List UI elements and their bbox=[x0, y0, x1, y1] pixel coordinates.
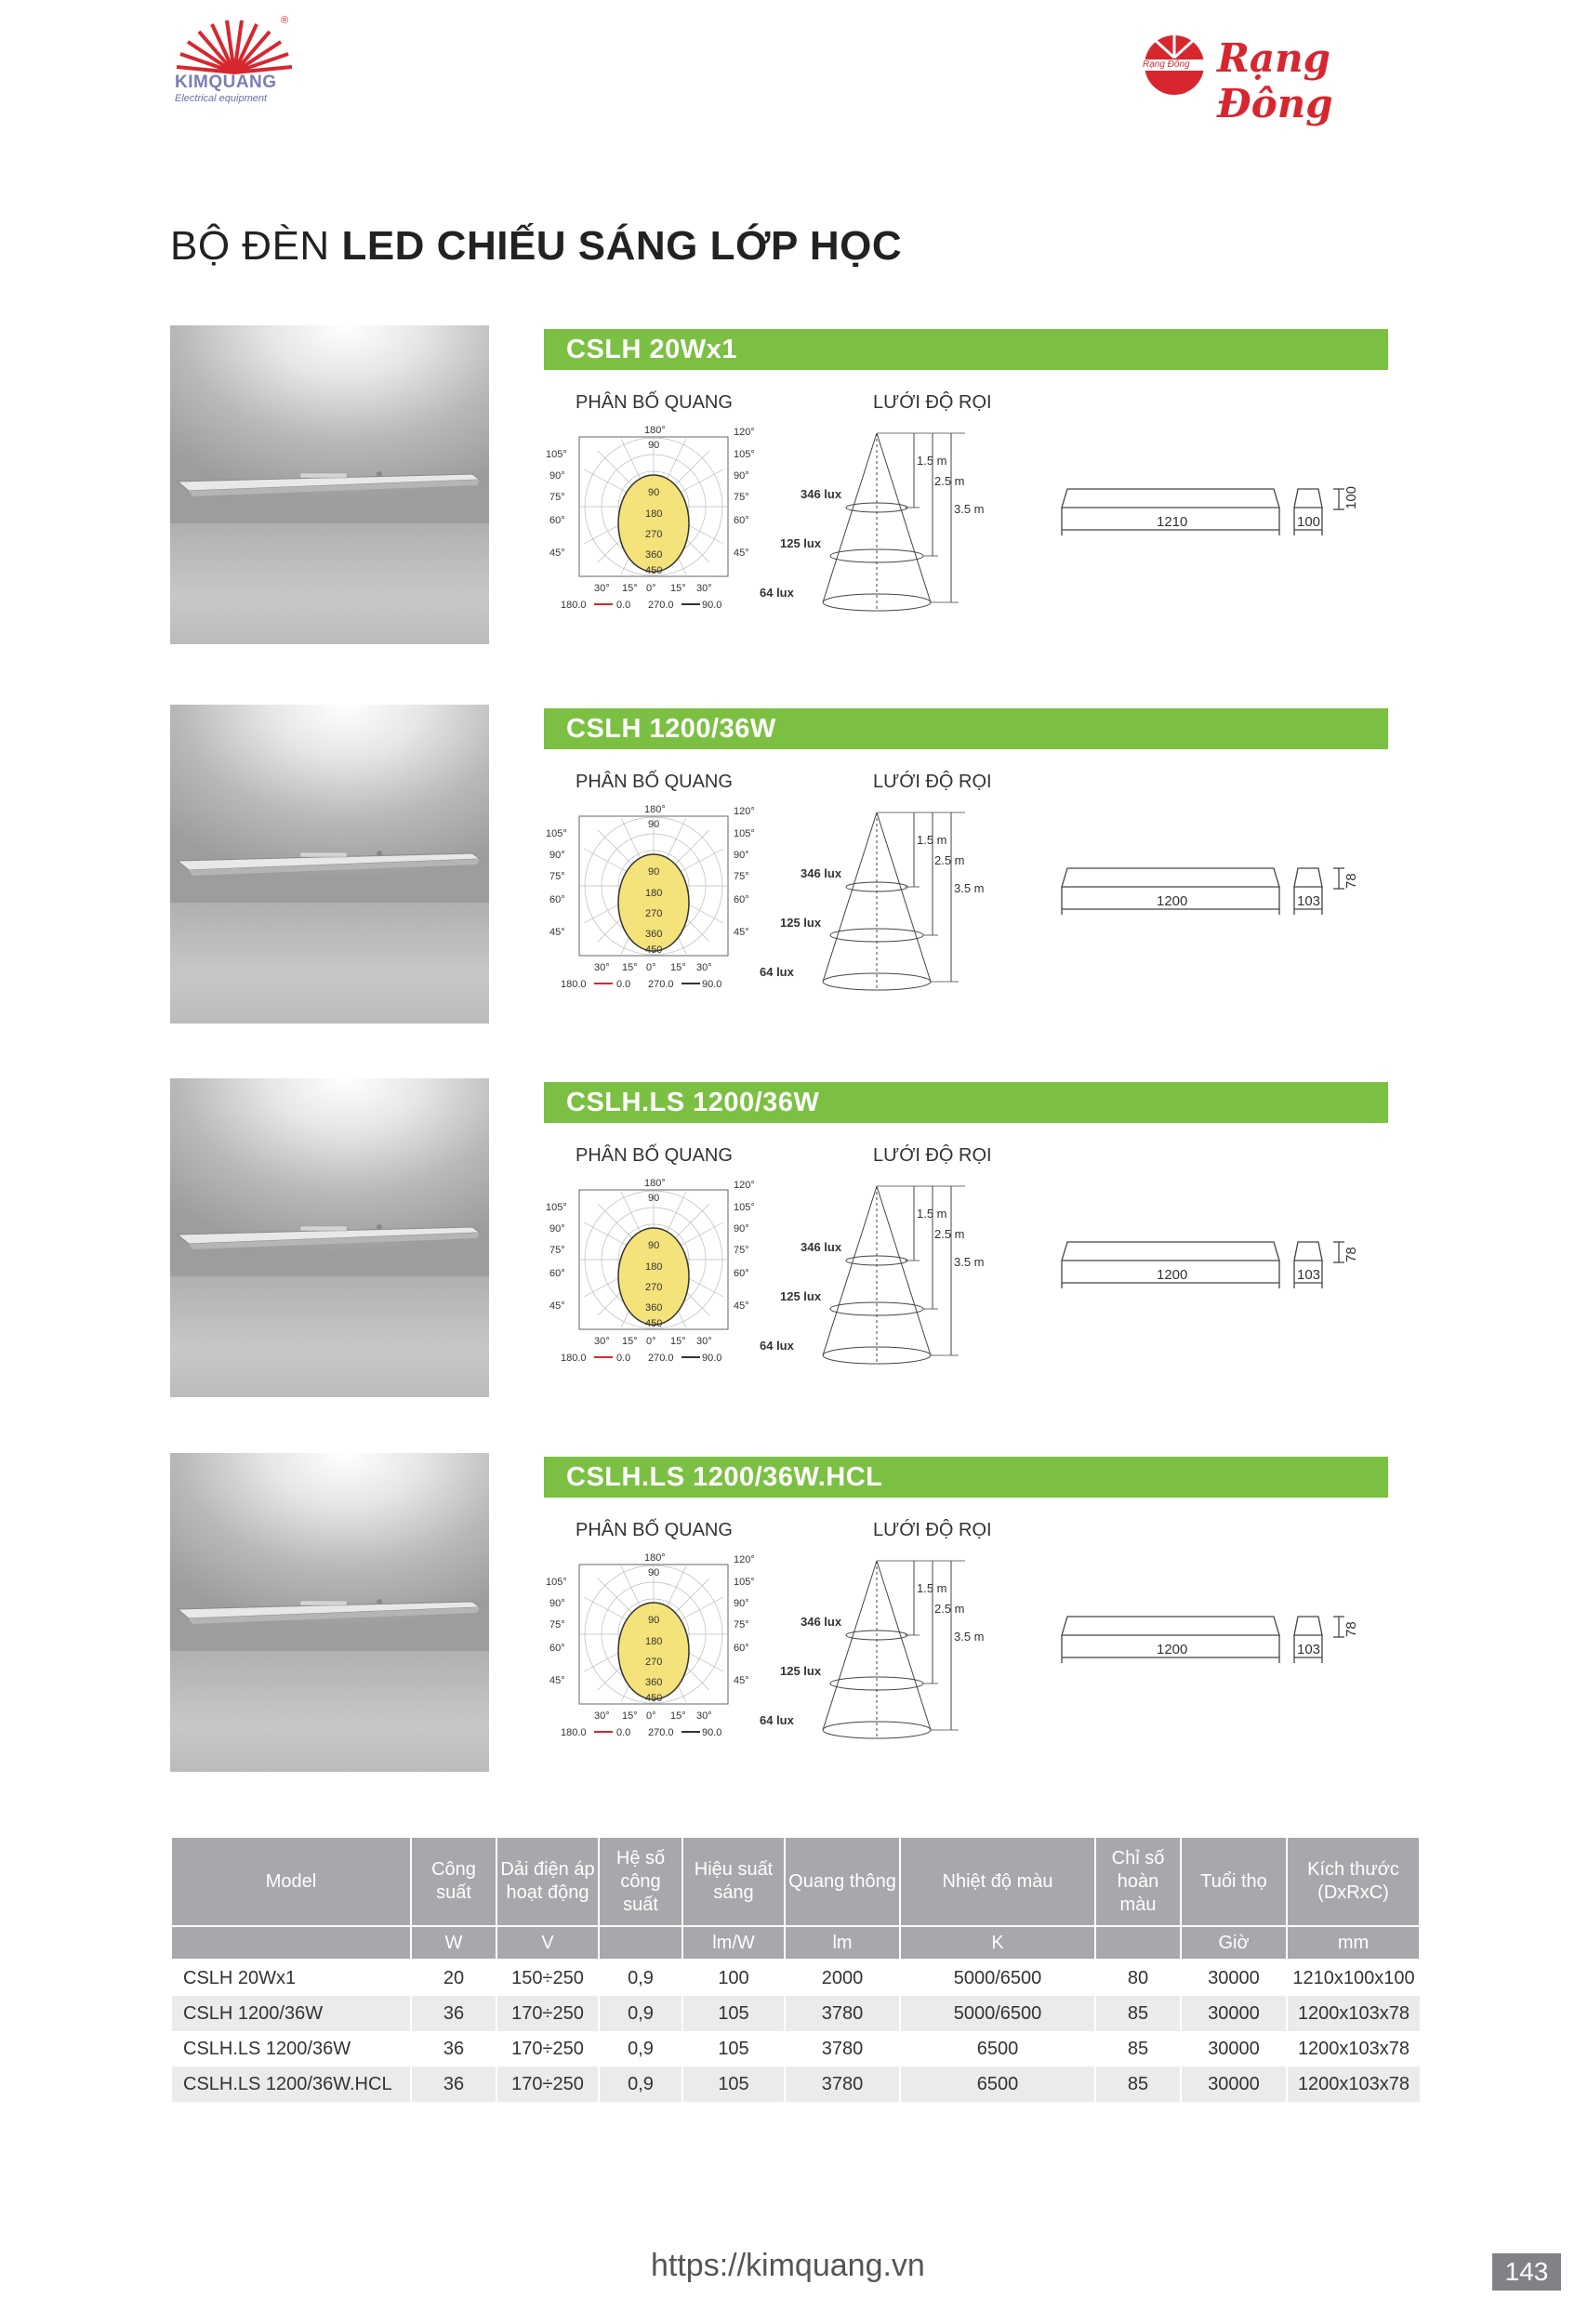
angle-label: 75° bbox=[734, 492, 749, 503]
lux-label: 64 lux bbox=[760, 1713, 794, 1727]
legend-label: 90.0 bbox=[702, 1727, 722, 1738]
distance-label: 3.5 m bbox=[954, 1630, 985, 1644]
table-cell: 85 bbox=[1095, 2067, 1181, 2102]
model-cell: CSLH.LS 1200/36W bbox=[171, 2031, 411, 2067]
product-name-bar bbox=[544, 708, 1388, 749]
table-cell: 0,9 bbox=[599, 1960, 682, 1996]
lux-label: 64 lux bbox=[760, 1339, 794, 1353]
length-dim: 1200 bbox=[1157, 1642, 1188, 1657]
length-dim: 1200 bbox=[1157, 893, 1188, 909]
angle-label: 0° bbox=[646, 583, 656, 594]
angle-label: 15° bbox=[670, 1336, 686, 1347]
rangdong-logo bbox=[1139, 28, 1418, 126]
title-light: BỘ ĐÈN bbox=[170, 223, 330, 269]
table-cell: 170÷250 bbox=[496, 2031, 599, 2067]
table-cell: 36 bbox=[411, 2031, 496, 2067]
table-cell: 36 bbox=[411, 2067, 496, 2102]
website-url[interactable]: https://kimquang.vn bbox=[651, 2248, 925, 2283]
legend-label: 180.0 bbox=[561, 600, 587, 611]
table-cell: 5000/6500 bbox=[900, 1996, 1095, 2031]
lux-label: 125 lux bbox=[780, 536, 822, 550]
angle-label: 90° bbox=[734, 850, 749, 861]
table-cell: 3780 bbox=[785, 2067, 900, 2102]
polar-distribution-diagram bbox=[542, 1179, 774, 1374]
unit-cell bbox=[1095, 1926, 1181, 1960]
angle-label: 30° bbox=[594, 962, 610, 973]
angle-label: 60° bbox=[734, 1268, 749, 1279]
ring-label: 360 bbox=[645, 1302, 663, 1314]
width-dim: 103 bbox=[1297, 1267, 1321, 1283]
lux-label: 346 lux bbox=[801, 487, 842, 501]
height-dim: 100 bbox=[1343, 485, 1359, 509]
polar-top-label: 180° bbox=[644, 425, 666, 436]
angle-label: 45° bbox=[734, 1301, 749, 1312]
legend-label: 270.0 bbox=[648, 600, 674, 611]
height-dim: 78 bbox=[1343, 873, 1359, 889]
legend-label: 180.0 bbox=[561, 1353, 587, 1364]
angle-label: 90° bbox=[734, 1598, 749, 1609]
col-header: Dải điện áp hoạt động bbox=[496, 1837, 599, 1926]
ring-label: 180 bbox=[645, 888, 663, 899]
product-name: CSLH.LS 1200/36W.HCL bbox=[566, 1462, 883, 1492]
polar-top-label: 180° bbox=[644, 1178, 666, 1189]
angle-label: 75° bbox=[549, 492, 565, 503]
ring-label: 90 bbox=[648, 440, 660, 451]
product-name: CSLH 1200/36W bbox=[566, 714, 776, 744]
distance-label: 1.5 m bbox=[917, 454, 947, 468]
angle-label: 30° bbox=[696, 1336, 712, 1347]
col-header: Nhiệt độ màu bbox=[900, 1837, 1095, 1926]
distance-label: 3.5 m bbox=[954, 881, 985, 895]
table-cell: 105 bbox=[682, 2031, 785, 2067]
legend-label: 0.0 bbox=[616, 600, 631, 611]
lux-label: 125 lux bbox=[780, 1664, 822, 1678]
ring-label: 90 bbox=[648, 487, 660, 498]
ring-label: 360 bbox=[645, 1677, 663, 1688]
angle-label: 90° bbox=[549, 1598, 565, 1609]
table-cell: 170÷250 bbox=[496, 2067, 599, 2102]
table-cell: 0,9 bbox=[599, 2067, 682, 2102]
length-dim: 1210 bbox=[1157, 514, 1188, 530]
angle-label: 45° bbox=[734, 927, 749, 938]
legend-label: 180.0 bbox=[561, 979, 587, 990]
lux-label: 64 lux bbox=[760, 586, 794, 600]
table-cell: 1200x103x78 bbox=[1287, 1996, 1420, 2031]
table-cell: 2000 bbox=[785, 1960, 900, 1996]
angle-label: 120° bbox=[734, 427, 755, 438]
illuminance-grid-label: LƯỚI ĐỘ RỌI bbox=[873, 392, 992, 413]
distance-label: 2.5 m bbox=[934, 853, 965, 867]
col-header: Hệ số công suất bbox=[599, 1837, 682, 1926]
angle-label: 105° bbox=[546, 1202, 567, 1213]
angle-label: 45° bbox=[734, 1675, 749, 1686]
table-row bbox=[171, 2067, 1420, 2102]
angle-label: 15° bbox=[622, 962, 638, 973]
rangdong-name: Rạng Đông bbox=[1217, 35, 1333, 126]
legend-label: 270.0 bbox=[648, 1353, 674, 1364]
page-number: 143 bbox=[1492, 2253, 1561, 2291]
angle-label: 45° bbox=[734, 548, 749, 559]
ring-label: 90 bbox=[648, 1240, 660, 1251]
table-cell: 36 bbox=[411, 1996, 496, 2031]
angle-label: 45° bbox=[549, 1675, 565, 1686]
angle-label: 105° bbox=[546, 449, 567, 460]
ring-label: 180 bbox=[645, 508, 663, 520]
table-cell: 105 bbox=[682, 2067, 785, 2102]
length-dim: 1200 bbox=[1157, 1267, 1188, 1283]
illuminance-grid-label: LƯỚI ĐỘ RỌI bbox=[873, 1145, 992, 1166]
unit-cell: Giờ bbox=[1181, 1926, 1287, 1960]
table-cell: 5000/6500 bbox=[900, 1960, 1095, 1996]
kimquang-logo bbox=[167, 15, 316, 107]
unit-cell: mm bbox=[1287, 1926, 1420, 1960]
polar-top-label: 180° bbox=[644, 1552, 666, 1564]
table-unit-row bbox=[171, 1926, 1420, 1960]
col-header: Tuổi thọ bbox=[1181, 1837, 1287, 1926]
table-cell: 100 bbox=[682, 1960, 785, 1996]
lux-label: 125 lux bbox=[780, 1289, 822, 1303]
polar-top-label: 180° bbox=[644, 804, 666, 815]
angle-label: 120° bbox=[734, 1554, 755, 1565]
dimension-drawing bbox=[1058, 1236, 1374, 1301]
angle-label: 105° bbox=[734, 828, 755, 839]
angle-label: 105° bbox=[734, 1202, 755, 1213]
angle-label: 15° bbox=[622, 1336, 638, 1347]
col-header: Quang thông bbox=[785, 1837, 900, 1926]
table-row bbox=[171, 2031, 1420, 2067]
angle-label: 30° bbox=[696, 583, 712, 594]
distance-label: 1.5 m bbox=[917, 833, 947, 847]
angle-label: 60° bbox=[734, 1643, 749, 1654]
angle-label: 90° bbox=[734, 470, 749, 482]
angle-label: 30° bbox=[594, 1336, 610, 1347]
table-cell: 85 bbox=[1095, 1996, 1181, 2031]
legend-label: 90.0 bbox=[702, 600, 722, 611]
unit-cell: V bbox=[496, 1926, 599, 1960]
spec-table bbox=[170, 1836, 1421, 2102]
table-cell: 30000 bbox=[1181, 1960, 1287, 1996]
legend-label: 0.0 bbox=[616, 1353, 631, 1364]
angle-label: 105° bbox=[546, 1577, 567, 1588]
model-cell: CSLH 1200/36W bbox=[171, 1996, 411, 2031]
table-cell: 1210x100x100 bbox=[1287, 1960, 1420, 1996]
angle-label: 15° bbox=[622, 1710, 638, 1722]
product-section-1 bbox=[170, 325, 1388, 646]
angle-label: 15° bbox=[670, 962, 686, 973]
product-section-4 bbox=[170, 1453, 1388, 1774]
table-cell: 1200x103x78 bbox=[1287, 2031, 1420, 2067]
angle-label: 30° bbox=[594, 1710, 610, 1722]
dimension-drawing bbox=[1058, 483, 1374, 548]
product-photo bbox=[170, 1453, 489, 1772]
angle-label: 60° bbox=[549, 894, 565, 905]
illuminance-cone-diagram bbox=[760, 807, 1016, 1002]
angle-label: 45° bbox=[549, 927, 565, 938]
angle-label: 0° bbox=[646, 962, 656, 973]
angle-label: 75° bbox=[734, 871, 749, 882]
ring-label: 360 bbox=[645, 929, 663, 940]
angle-label: 30° bbox=[696, 1710, 712, 1722]
polar-distribution-diagram bbox=[542, 1553, 774, 1749]
legend-label: 270.0 bbox=[648, 979, 674, 990]
ring-label: 90 bbox=[648, 866, 660, 878]
product-name-bar bbox=[544, 1457, 1388, 1498]
sunburst-icon bbox=[167, 19, 316, 74]
ring-label: 90 bbox=[648, 819, 660, 830]
illuminance-grid-label: LƯỚI ĐỘ RỌI bbox=[873, 1520, 992, 1540]
table-cell: 150÷250 bbox=[496, 1960, 599, 1996]
angle-label: 75° bbox=[734, 1619, 749, 1631]
ring-label: 180 bbox=[645, 1261, 663, 1273]
unit-cell bbox=[171, 1926, 411, 1960]
kimquang-name: KIMQUANG bbox=[175, 73, 277, 92]
lux-label: 125 lux bbox=[780, 916, 822, 930]
angle-label: 0° bbox=[646, 1336, 656, 1347]
light-distribution-label: PHÂN BỐ QUANG bbox=[576, 1145, 733, 1166]
table-cell: 105 bbox=[682, 1996, 785, 2031]
lux-label: 346 lux bbox=[801, 866, 842, 880]
ring-label: 270 bbox=[645, 529, 663, 540]
legend-label: 270.0 bbox=[648, 1727, 674, 1738]
unit-cell bbox=[599, 1926, 682, 1960]
angle-label: 60° bbox=[549, 515, 565, 526]
angle-label: 15° bbox=[670, 583, 686, 594]
distance-label: 1.5 m bbox=[917, 1207, 947, 1221]
page-title bbox=[170, 223, 902, 270]
table-cell: 3780 bbox=[785, 1996, 900, 2031]
distance-label: 3.5 m bbox=[954, 1255, 985, 1269]
table-cell: 6500 bbox=[900, 2031, 1095, 2067]
polar-distribution-diagram bbox=[542, 426, 774, 621]
angle-label: 120° bbox=[734, 806, 755, 817]
dimension-drawing bbox=[1058, 863, 1374, 928]
angle-label: 45° bbox=[549, 548, 565, 559]
table-cell: 6500 bbox=[900, 2067, 1095, 2102]
illuminance-cone-diagram bbox=[760, 1181, 1016, 1376]
angle-label: 120° bbox=[734, 1180, 755, 1191]
product-name-bar bbox=[544, 329, 1388, 370]
registered-mark: ® bbox=[281, 15, 289, 26]
table-cell: 30000 bbox=[1181, 1996, 1287, 2031]
light-distribution-label: PHÂN BỐ QUANG bbox=[576, 772, 733, 792]
illuminance-cone-diagram bbox=[760, 428, 1016, 623]
angle-label: 105° bbox=[734, 449, 755, 460]
width-dim: 103 bbox=[1297, 893, 1321, 909]
ring-label: 450 bbox=[645, 944, 663, 956]
angle-label: 75° bbox=[549, 871, 565, 882]
ring-label: 90 bbox=[648, 1615, 660, 1626]
legend-label: 0.0 bbox=[616, 979, 631, 990]
width-dim: 103 bbox=[1297, 1642, 1321, 1657]
table-cell: 0,9 bbox=[599, 1996, 682, 2031]
height-dim: 78 bbox=[1343, 1621, 1359, 1637]
legend-label: 0.0 bbox=[616, 1727, 631, 1738]
angle-label: 60° bbox=[549, 1268, 565, 1279]
table-cell: 85 bbox=[1095, 2031, 1181, 2067]
ring-label: 450 bbox=[645, 1693, 663, 1704]
ring-label: 270 bbox=[645, 1282, 663, 1293]
ring-label: 270 bbox=[645, 908, 663, 919]
angle-label: 15° bbox=[622, 583, 638, 594]
angle-label: 75° bbox=[549, 1619, 565, 1631]
table-cell: 170÷250 bbox=[496, 1996, 599, 2031]
table-header-row bbox=[171, 1837, 1420, 1926]
table-cell: 30000 bbox=[1181, 2031, 1287, 2067]
light-distribution-label: PHÂN BỐ QUANG bbox=[576, 1520, 733, 1540]
model-cell: CSLH 20Wx1 bbox=[171, 1960, 411, 1996]
table-cell: 30000 bbox=[1181, 2067, 1287, 2102]
distance-label: 3.5 m bbox=[954, 502, 985, 516]
ring-label: 450 bbox=[645, 565, 663, 576]
ring-label: 180 bbox=[645, 1636, 663, 1647]
angle-label: 75° bbox=[734, 1245, 749, 1256]
width-dim: 100 bbox=[1297, 514, 1321, 530]
product-name: CSLH 20Wx1 bbox=[566, 335, 737, 364]
table-cell: 0,9 bbox=[599, 2031, 682, 2067]
ring-label: 450 bbox=[645, 1318, 663, 1329]
angle-label: 60° bbox=[734, 894, 749, 905]
col-header: Model bbox=[171, 1837, 411, 1926]
angle-label: 30° bbox=[594, 583, 610, 594]
product-section-2 bbox=[170, 705, 1388, 1025]
distance-label: 1.5 m bbox=[917, 1581, 947, 1595]
col-header: Kích thước (DxRxC) bbox=[1287, 1837, 1420, 1926]
product-name: CSLH.LS 1200/36W bbox=[566, 1088, 820, 1117]
polar-distribution-diagram bbox=[542, 805, 774, 1000]
table-cell: 1200x103x78 bbox=[1287, 2067, 1420, 2102]
table-row bbox=[171, 1996, 1420, 2031]
col-header: Hiệu suất sáng bbox=[682, 1837, 785, 1926]
angle-label: 105° bbox=[734, 1577, 755, 1588]
angle-label: 45° bbox=[549, 1301, 565, 1312]
lux-label: 346 lux bbox=[801, 1240, 842, 1254]
ring-label: 270 bbox=[645, 1657, 663, 1668]
kimquang-tagline: Electrical equipment bbox=[175, 93, 268, 104]
ring-label: 90 bbox=[648, 1193, 660, 1204]
distance-label: 2.5 m bbox=[934, 1227, 965, 1241]
distance-label: 2.5 m bbox=[934, 474, 965, 488]
product-photo bbox=[170, 1078, 489, 1397]
ring-label: 360 bbox=[645, 549, 663, 561]
col-header: Công suất bbox=[411, 1837, 496, 1926]
illuminance-grid-label: LƯỚI ĐỘ RỌI bbox=[873, 772, 992, 792]
table-cell: 80 bbox=[1095, 1960, 1181, 1996]
table-cell: 20 bbox=[411, 1960, 496, 1996]
dimension-drawing bbox=[1058, 1611, 1374, 1676]
angle-label: 90° bbox=[549, 470, 565, 482]
legend-label: 180.0 bbox=[561, 1727, 587, 1738]
angle-label: 60° bbox=[734, 515, 749, 526]
light-distribution-label: PHÂN BỐ QUANG bbox=[576, 392, 733, 413]
angle-label: 30° bbox=[696, 962, 712, 973]
height-dim: 78 bbox=[1343, 1247, 1359, 1262]
illuminance-cone-diagram bbox=[760, 1555, 1016, 1750]
angle-label: 105° bbox=[546, 828, 567, 839]
ring-label: 90 bbox=[648, 1567, 660, 1578]
lux-label: 64 lux bbox=[760, 965, 794, 979]
angle-label: 90° bbox=[549, 1223, 565, 1235]
product-name-bar bbox=[544, 1082, 1388, 1123]
angle-label: 0° bbox=[646, 1710, 656, 1722]
unit-cell: W bbox=[411, 1926, 496, 1960]
rangdong-badge-text: Rạng Đông bbox=[1143, 59, 1190, 70]
product-section-3 bbox=[170, 1078, 1388, 1399]
angle-label: 15° bbox=[670, 1710, 686, 1722]
unit-cell: lm bbox=[785, 1926, 900, 1960]
legend-label: 90.0 bbox=[702, 979, 722, 990]
legend-label: 90.0 bbox=[702, 1353, 722, 1364]
col-header: Chỉ số hoàn màu bbox=[1095, 1837, 1181, 1926]
table-row bbox=[171, 1960, 1420, 1996]
product-photo bbox=[170, 325, 489, 644]
angle-label: 75° bbox=[549, 1245, 565, 1256]
angle-label: 90° bbox=[734, 1223, 749, 1235]
table-cell: 3780 bbox=[785, 2031, 900, 2067]
title-bold: LED CHIẾU SÁNG LỚP HỌC bbox=[341, 223, 903, 269]
angle-label: 60° bbox=[549, 1643, 565, 1654]
distance-label: 2.5 m bbox=[934, 1602, 965, 1616]
unit-cell: lm/W bbox=[682, 1926, 785, 1960]
angle-label: 90° bbox=[549, 850, 565, 861]
product-photo bbox=[170, 705, 489, 1023]
model-cell: CSLH.LS 1200/36W.HCL bbox=[171, 2067, 411, 2102]
lux-label: 346 lux bbox=[801, 1615, 842, 1629]
unit-cell: K bbox=[900, 1926, 1095, 1960]
